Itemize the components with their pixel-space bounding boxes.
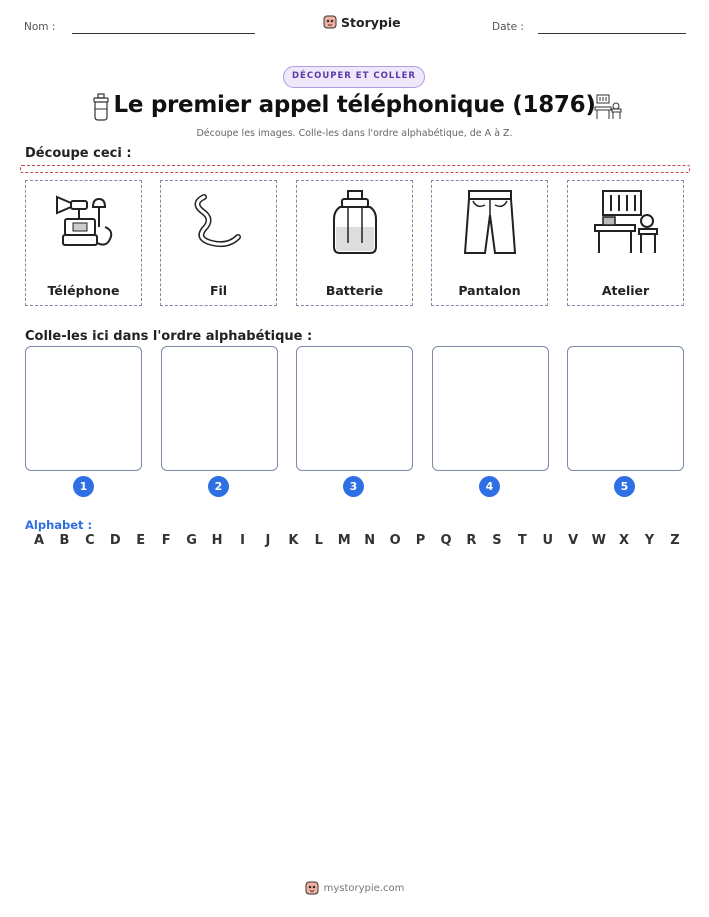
footer: [0, 880, 709, 896]
paste-slot-3[interactable]: [296, 346, 413, 471]
paste-slot-2[interactable]: [161, 346, 278, 471]
alphabet-letter: D: [109, 533, 121, 548]
alphabet-letter: I: [240, 533, 245, 548]
alphabet-letter: S: [492, 533, 502, 548]
name-label: Nom :: [24, 21, 56, 33]
alphabet-letter: G: [186, 533, 197, 548]
workshop-icon: [591, 187, 661, 257]
paste-section-heading: Colle-les ici dans l'ordre alphabétique :: [25, 329, 313, 344]
alphabet-letter: F: [161, 533, 171, 548]
activity-badge: DÉCOUPER ET COLLER: [283, 66, 425, 88]
brand-name: Storypie: [341, 14, 401, 30]
cut-card-telephone[interactable]: [25, 180, 142, 306]
storypie-mascot-icon: [305, 880, 319, 896]
alphabet-letter: A: [33, 533, 45, 548]
date-label: Date :: [492, 21, 524, 33]
alphabet-letter: Q: [440, 533, 452, 548]
alphabet-heading: Alphabet :: [25, 518, 93, 532]
battery-jar-icon: [320, 187, 390, 257]
cut-line: [20, 165, 690, 173]
cut-card-battery[interactable]: [296, 180, 413, 306]
alphabet-letter: U: [542, 533, 554, 548]
alphabet-letter: R: [466, 533, 477, 548]
alphabet-letter: X: [619, 533, 630, 548]
alphabet-letter: V: [568, 533, 579, 548]
storypie-mascot-icon: [323, 14, 337, 30]
instructions: Découpe les images. Colle-les dans l'ordre alphabétique, de A à Z.: [196, 128, 513, 139]
card-label: Téléphone: [47, 283, 120, 298]
cut-card-wire[interactable]: [160, 180, 277, 306]
slot-number-4: 4: [479, 476, 500, 497]
alphabet-letter: H: [211, 533, 223, 548]
alphabet-letter: B: [59, 533, 70, 548]
card-label: Fil: [209, 283, 228, 298]
alphabet-letter: P: [415, 533, 426, 548]
alphabet-letter: L: [314, 533, 323, 548]
paste-slot-1[interactable]: [25, 346, 142, 471]
footer-site[interactable]: mystorypie.com: [323, 882, 405, 894]
slot-number-5: 5: [614, 476, 635, 497]
paste-slot-5[interactable]: [567, 346, 684, 471]
date-line[interactable]: [538, 33, 686, 34]
alphabet-letter: W: [591, 533, 606, 548]
wire-icon: [184, 187, 254, 257]
card-label: Pantalon: [458, 283, 521, 298]
antique-telephone-icon: [49, 187, 119, 257]
cut-card-trousers[interactable]: [431, 180, 548, 306]
alphabet-letter: K: [288, 533, 299, 548]
alphabet-letter: Y: [644, 533, 655, 548]
alphabet-letter: E: [136, 533, 146, 548]
alphabet-row: [32, 533, 682, 548]
alphabet-letter: M: [337, 533, 351, 548]
slot-number-3: 3: [343, 476, 364, 497]
alphabet-letter: T: [517, 533, 527, 548]
slot-number-2: 2: [208, 476, 229, 497]
alphabet-letter: O: [389, 533, 401, 548]
name-line[interactable]: [72, 33, 255, 34]
paste-slot-4[interactable]: [432, 346, 549, 471]
card-label: Atelier: [601, 283, 650, 298]
cut-card-workshop[interactable]: [567, 180, 684, 306]
cut-section-heading: Découpe ceci :: [25, 146, 132, 161]
brand-logo: [323, 14, 401, 30]
trousers-icon: [455, 187, 525, 257]
alphabet-letter: N: [364, 533, 376, 548]
slot-number-1: 1: [73, 476, 94, 497]
page-title: Le premier appel téléphonique (1876): [113, 92, 596, 118]
workshop-title-icon: [594, 94, 622, 120]
alphabet-letter: C: [85, 533, 95, 548]
alphabet-letter: J: [265, 533, 271, 548]
card-label: Batterie: [325, 283, 384, 298]
alphabet-letter: Z: [670, 533, 680, 548]
